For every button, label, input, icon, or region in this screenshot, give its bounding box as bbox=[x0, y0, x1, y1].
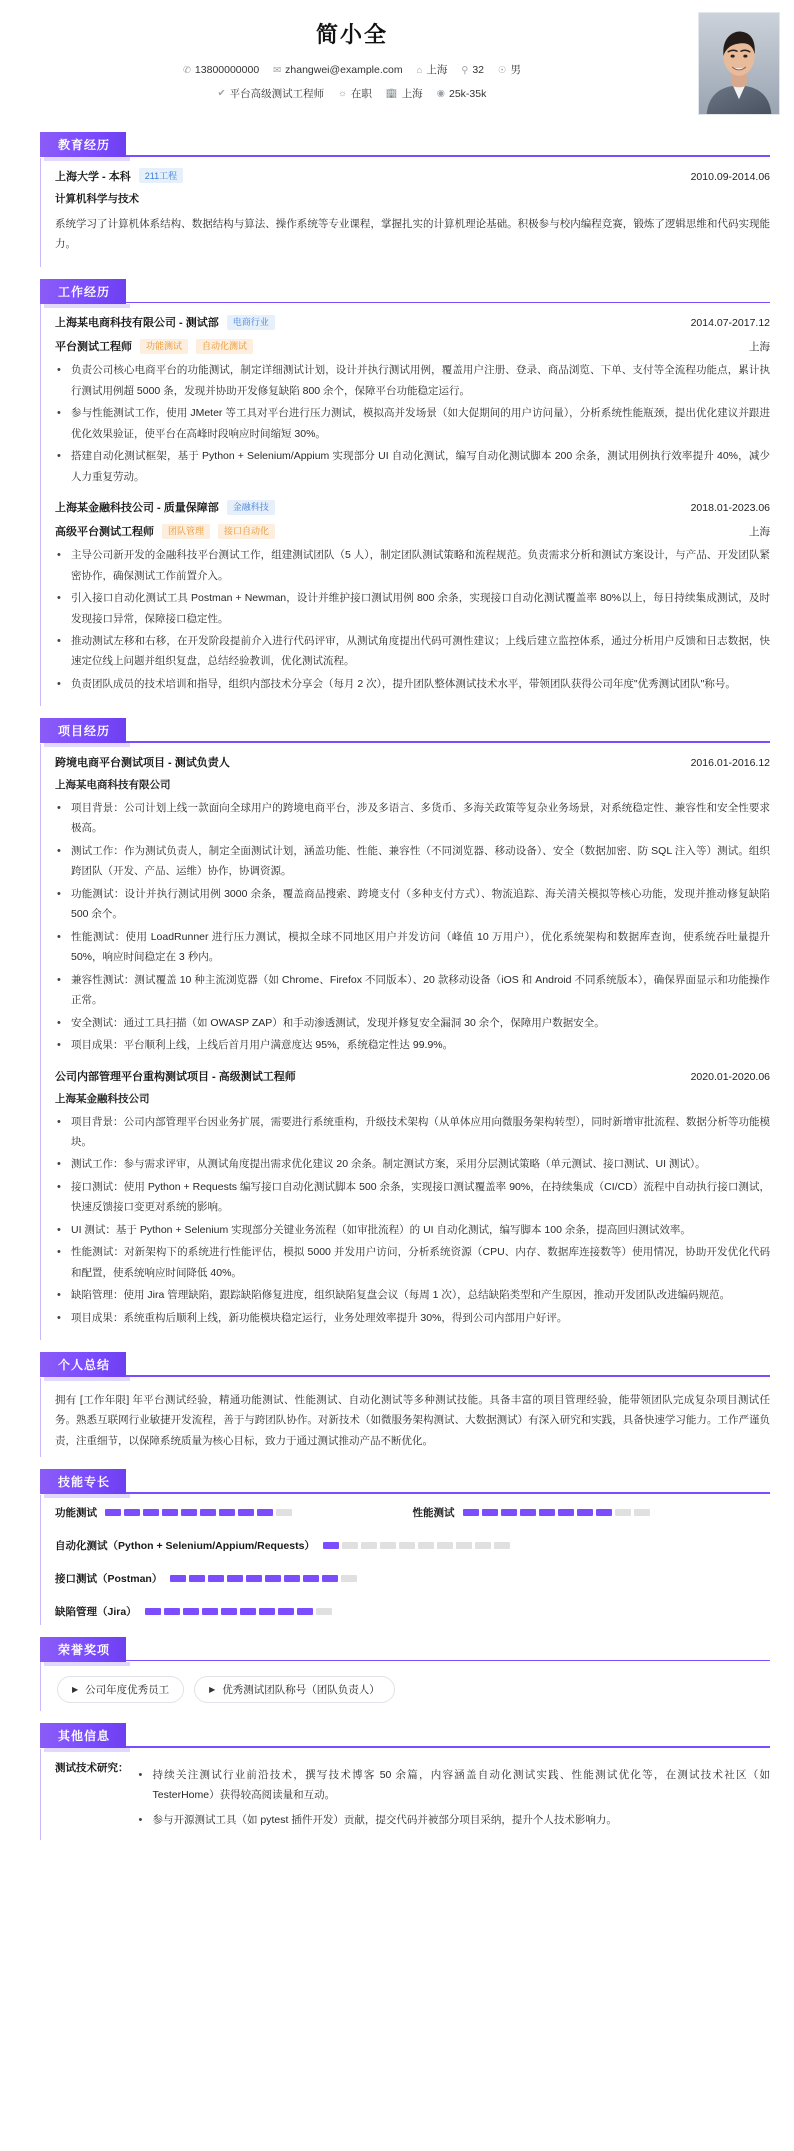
contact-email-value: zhangwei@example.com bbox=[285, 64, 403, 76]
award-label: 公司年度优秀员工 bbox=[85, 1684, 170, 1697]
project-bullet: • 性能测试：对新架构下的系统进行性能评估，模拟 5000 并发用户访问，分析系统资源（CPU、内存、数据库连接数等）使用情况，协助开发优化代码和配置，使系统响应时间降低 40%。 bbox=[55, 1242, 770, 1283]
skill-segment bbox=[221, 1608, 237, 1615]
project-bullet: • UI 测试：基于 Python + Selenium 实现部分关键业务流程（如审批流程）的 UI 自动化测试，编写脚本 100 余条，提高回归测试效率。 bbox=[55, 1220, 770, 1240]
work-role-line bbox=[55, 523, 275, 539]
project-bullet: • 项目成果：平台顺利上线，上线后首月用户满意度达 95%，系统稳定性达 99.9%。 bbox=[55, 1035, 770, 1055]
skill-segment bbox=[143, 1509, 159, 1516]
skill-item bbox=[55, 1571, 357, 1586]
work-entry bbox=[55, 314, 770, 487]
work-entry bbox=[55, 499, 770, 694]
skill-segment bbox=[202, 1608, 218, 1615]
avatar bbox=[698, 12, 780, 115]
contact-status bbox=[338, 87, 372, 102]
work-location: 上海 bbox=[749, 341, 770, 354]
skill-level-bar bbox=[323, 1542, 510, 1549]
skill-segment bbox=[170, 1575, 186, 1582]
skill-segment bbox=[124, 1509, 140, 1516]
other-group-label: 测试技术研究： bbox=[55, 1761, 129, 1774]
salary-icon: ◉ bbox=[436, 88, 445, 100]
section-awards bbox=[0, 1637, 794, 1712]
work-company-line bbox=[55, 499, 275, 515]
skill-segment bbox=[208, 1575, 224, 1582]
project-bullet: • 项目背景：公司内部管理平台因业务扩展，需要进行系统重构，升级技术架构（从单体应用向微服务架构转型），同时新增审批流程、数据分析等功能模块。 bbox=[55, 1112, 770, 1153]
contact-position-value: 平台高级测试工程师 bbox=[229, 87, 325, 100]
project-bullet: • 兼容性测试：测试覆盖 10 种主流浏览器（如 Chrome、Firefox 不同版本）、20 款移动设备（iOS 和 Android 不同系统版本），确保界面显示和功能操作正常。 bbox=[55, 970, 770, 1011]
work-skill-tag: 团队管理 bbox=[162, 524, 210, 539]
contact-salary bbox=[437, 87, 487, 102]
skill-segment bbox=[322, 1575, 338, 1582]
portrait-photo-icon bbox=[699, 13, 779, 114]
work-skill-tag: 自动化测试 bbox=[196, 339, 253, 354]
skill-item bbox=[413, 1505, 771, 1520]
section-title-awards: 荣誉奖项 bbox=[40, 1637, 126, 1662]
contact-age-value: 32 bbox=[472, 64, 485, 76]
section-rule-education bbox=[40, 155, 770, 157]
skill-segment bbox=[520, 1509, 536, 1516]
project-bullet: • 测试工作：参与需求评审，从测试角度提出需求优化建议 20 余条。制定测试方案，采用分层测试策略（单元测试、接口测试、UI 测试）。 bbox=[55, 1154, 770, 1174]
project-bullet: • 项目背景：公司计划上线一款面向全球用户的跨境电商平台，涉及多语言、多货币、多海关政策等复杂业务场景，对系统稳定性、兼容性和安全性要求极高。 bbox=[55, 798, 770, 839]
skill-segment bbox=[539, 1509, 555, 1516]
skill-label: 功能测试 bbox=[55, 1506, 97, 1519]
other-bullet: • 持续关注测试行业前沿技术，撰写技术博客 50 余篇，内容涵盖自动化测试实践、性能测试优化等，在测试技术社区（如 TesterHome）获得较高阅读量和互动。 bbox=[137, 1765, 771, 1806]
project-bullet: • 接口测试：使用 Python + Requests 编写接口自动化测试脚本 500 余条，实现接口测试覆盖率 90%，在持续集成（CI/CD）流程中自动执行接口测试，快速反馈接口变更对系统的影响。 bbox=[55, 1177, 770, 1218]
work-bullet: • 负责团队成员的技术培训和指导，组织内部技术分享会（每月 2 次），提升团队整体测试技术水平，带领团队获得公司年度"优秀测试团队"称号。 bbox=[55, 674, 770, 694]
skill-segment bbox=[456, 1542, 472, 1549]
education-school: 上海大学 - 本科 bbox=[55, 170, 131, 183]
section-other bbox=[0, 1723, 794, 1840]
gender-icon: ☉ bbox=[498, 64, 507, 76]
skill-segment bbox=[558, 1509, 574, 1516]
project-title: 跨境电商平台测试项目 - 测试负责人 bbox=[55, 756, 230, 769]
work-company: 上海某电商科技有限公司 - 测试部 bbox=[55, 317, 219, 330]
skill-segment bbox=[259, 1608, 275, 1615]
contact-phone bbox=[183, 63, 259, 78]
project-bullet: • 性能测试：使用 LoadRunner 进行压力测试，模拟全球不同地区用户并发访问（峰值 10 万用户），优化系统架构和数据库查询，使系统吞吐量提升 50%，响应时间稳定在 3 秒内。 bbox=[55, 927, 770, 968]
skill-segment bbox=[219, 1509, 235, 1516]
work-location: 上海 bbox=[749, 526, 770, 539]
skill-item bbox=[55, 1538, 510, 1553]
section-body-other bbox=[40, 1749, 770, 1840]
section-summary bbox=[0, 1352, 794, 1457]
skill-segment bbox=[246, 1575, 262, 1582]
section-title-projects: 项目经历 bbox=[40, 718, 126, 743]
work-role: 高级平台测试工程师 bbox=[55, 526, 154, 539]
skill-segment bbox=[615, 1509, 631, 1516]
briefcase-icon: ✔ bbox=[217, 88, 226, 100]
skill-segment bbox=[200, 1509, 216, 1516]
contact-position bbox=[218, 87, 324, 102]
work-date: 2018.01-2023.06 bbox=[690, 502, 770, 515]
other-bullet-list bbox=[137, 1765, 771, 1830]
education-school-line bbox=[55, 168, 183, 184]
project-bullet: • 缺陷管理：使用 Jira 管理缺陷，跟踪缺陷修复进度，组织缺陷复盘会议（每周 1 次），总结缺陷类型和产生原因，推动开发团队改进编码规范。 bbox=[55, 1285, 770, 1305]
section-rule-skills bbox=[40, 1492, 770, 1494]
project-entry-header bbox=[55, 1068, 770, 1084]
triangle-right-icon: ▶ bbox=[72, 1684, 79, 1694]
work-company: 上海某金融科技公司 - 质量保障部 bbox=[55, 502, 219, 515]
section-rule-projects bbox=[40, 741, 770, 743]
work-skill-tag: 接口自动化 bbox=[218, 524, 275, 539]
education-description: 系统学习了计算机体系结构、数据结构与算法、操作系统等专业课程，掌握扎实的计算机理论基础。积极参与校内编程竞赛，锻炼了逻辑思维和代码实现能力。 bbox=[55, 217, 770, 251]
section-title-summary: 个人总结 bbox=[40, 1352, 126, 1377]
skill-segment bbox=[463, 1509, 479, 1516]
section-body-work bbox=[40, 304, 770, 706]
contact-row-primary bbox=[40, 63, 664, 78]
city-icon: 🏢 bbox=[385, 88, 398, 100]
section-title-education: 教育经历 bbox=[40, 132, 126, 157]
project-entry bbox=[55, 754, 770, 1056]
section-title-other: 其他信息 bbox=[40, 1723, 126, 1748]
skill-segment bbox=[399, 1542, 415, 1549]
project-bullet-list bbox=[55, 798, 770, 1056]
work-bullet: • 引入接口自动化测试工具 Postman + Newman，设计并维护接口测试用例 800 余条，实现接口自动化测试覆盖率 80%以上，每日持续集成测试，及时发现接口异常，保障接口稳定性。 bbox=[55, 588, 770, 629]
skill-segment bbox=[238, 1509, 254, 1516]
skill-segment bbox=[342, 1542, 358, 1549]
page-title: 简小全 bbox=[315, 22, 388, 47]
project-company: 上海某电商科技有限公司 bbox=[55, 778, 171, 791]
skill-label: 性能测试 bbox=[412, 1506, 455, 1519]
contact-row-secondary bbox=[40, 87, 664, 102]
skill-segment bbox=[164, 1608, 180, 1615]
section-body-summary bbox=[40, 1378, 770, 1457]
work-skill-tag: 功能测试 bbox=[140, 339, 188, 354]
skill-segment bbox=[634, 1509, 650, 1516]
project-bullet: • 测试工作：作为测试负责人，制定全面测试计划，涵盖功能、性能、兼容性（不同浏览器、移动设备）、安全（数据加密、防 SQL 注入等）测试。组织跨团队（开发、产品、运维）协作，协调资源。 bbox=[55, 841, 770, 882]
contact-city-value: 上海 bbox=[426, 64, 448, 76]
project-title: 公司内部管理平台重构测试项目 - 高级测试工程师 bbox=[55, 1070, 296, 1083]
skill-segment bbox=[577, 1509, 593, 1516]
skill-level-bar bbox=[463, 1509, 650, 1516]
section-work bbox=[0, 279, 794, 707]
skill-segment bbox=[278, 1608, 294, 1615]
skill-level-bar bbox=[170, 1575, 357, 1582]
skill-label: 接口测试（Postman） bbox=[55, 1572, 163, 1585]
section-body-projects bbox=[40, 744, 770, 1340]
education-date: 2010.09-2014.06 bbox=[690, 170, 770, 183]
skill-segment bbox=[437, 1542, 453, 1549]
project-date: 2020.01-2020.06 bbox=[690, 1070, 770, 1083]
award-chip[interactable] bbox=[57, 1676, 184, 1703]
skill-label: 自动化测试（Python + Selenium/Appium/Requests） bbox=[55, 1539, 315, 1552]
phone-icon: ✆ bbox=[182, 64, 191, 76]
work-role-row bbox=[55, 338, 770, 354]
section-body-skills bbox=[40, 1495, 770, 1625]
education-entry-header bbox=[55, 168, 770, 184]
section-rule-other bbox=[40, 1746, 770, 1748]
skill-level-bar bbox=[105, 1509, 292, 1516]
award-chip[interactable] bbox=[194, 1676, 395, 1703]
summary-text: 拥有 [工作年限] 年平台测试经验，精通功能测试、性能测试、自动化测试等多种测试技能。具备丰富的项目管理经验，能带领团队完成复杂项目测试任务。熟悉互联网行业敏捷开发流程，善于与跨团队协作。对新技术（如微服务架构测试、大数据测试）有深入研究和实践，具备快速学习能力。工作严谨负责，注重细节，以保障系统质量为核心目标，致力于通过测试推动产品不断优化。 bbox=[55, 1393, 770, 1447]
skill-segment bbox=[162, 1509, 178, 1516]
skill-segment bbox=[316, 1608, 332, 1615]
skill-item bbox=[55, 1505, 413, 1520]
work-bullet: • 搭建自动化测试框架，基于 Python + Selenium/Appium 实现部分 UI 自动化测试，编写自动化测试脚本 200 余条，测试用例执行效率提升 40%，减少人力重复劳动。 bbox=[55, 446, 770, 487]
work-bullet-list bbox=[55, 360, 770, 487]
project-entry bbox=[55, 1068, 770, 1329]
section-rule-work bbox=[40, 302, 770, 304]
skill-item bbox=[55, 1604, 770, 1619]
skill-segment bbox=[501, 1509, 517, 1516]
work-industry-tag: 金融科技 bbox=[227, 500, 275, 515]
work-role: 平台测试工程师 bbox=[55, 341, 132, 354]
project-date: 2016.01-2016.12 bbox=[690, 756, 770, 769]
skill-segment bbox=[276, 1509, 292, 1516]
triangle-right-icon: ▶ bbox=[209, 1684, 216, 1694]
work-industry-tag: 电商行业 bbox=[227, 315, 275, 330]
contact-phone-value: 13800000000 bbox=[194, 64, 260, 76]
work-company-line bbox=[55, 314, 275, 330]
work-role-row bbox=[55, 523, 770, 539]
email-icon: ✉ bbox=[273, 64, 282, 76]
skill-level-bar bbox=[145, 1608, 332, 1615]
work-bullet: • 参与性能测试工作，使用 JMeter 等工具对平台进行压力测试，模拟高并发场景（如大促期间的用户访问量），分析系统性能瓶颈，提出优化建议并跟进优化效果验证，使平台在高峰时段响应时间缩短 30%。 bbox=[55, 403, 770, 444]
project-company: 上海某金融科技公司 bbox=[55, 1092, 150, 1105]
home-icon: ⌂ bbox=[416, 64, 423, 76]
skill-segment bbox=[257, 1509, 273, 1516]
section-body-education bbox=[40, 158, 770, 267]
awards-list bbox=[55, 1672, 770, 1705]
skill-segment bbox=[596, 1509, 612, 1516]
contact-gender bbox=[498, 63, 521, 78]
education-major: 计算机科学与技术 bbox=[55, 192, 139, 205]
section-rule-summary bbox=[40, 1375, 770, 1377]
skill-segment bbox=[341, 1575, 357, 1582]
education-entry bbox=[55, 168, 770, 255]
skill-segment bbox=[494, 1542, 510, 1549]
skill-segment bbox=[303, 1575, 319, 1582]
project-entry-header bbox=[55, 754, 770, 770]
section-title-skills: 技能专长 bbox=[40, 1469, 126, 1494]
education-tag: 211工程 bbox=[139, 168, 183, 183]
project-bullet: • 安全测试：通过工具扫描（如 OWASP ZAP）和手动渗透测试，发现并修复安全漏洞 30 余个，保障用户数据安全。 bbox=[55, 1013, 770, 1033]
skill-segment bbox=[181, 1509, 197, 1516]
contact-city bbox=[417, 63, 448, 78]
skills-grid bbox=[55, 1505, 770, 1619]
work-entry-header bbox=[55, 499, 770, 515]
skill-segment bbox=[284, 1575, 300, 1582]
skill-segment bbox=[323, 1542, 339, 1549]
skill-segment bbox=[145, 1608, 161, 1615]
project-bullet-list bbox=[55, 1112, 770, 1329]
project-bullet: • 项目成果：系统重构后顺利上线，新功能模块稳定运行，业务处理效率提升 30%，得到公司内部用户好评。 bbox=[55, 1308, 770, 1328]
other-group-list bbox=[137, 1759, 771, 1834]
age-icon: ⚲ bbox=[461, 64, 469, 76]
skill-segment bbox=[240, 1608, 256, 1615]
skill-segment bbox=[265, 1575, 281, 1582]
work-bullet: • 负责公司核心电商平台的功能测试，制定详细测试计划，设计并执行测试用例，覆盖用户注册、登录、商品浏览、下单、支付等全流程功能点，累计执行测试用例超 5000 条，发现并协助开发修复缺陷 800 余个，保障平台功能稳定运行。 bbox=[55, 360, 770, 401]
skill-segment bbox=[475, 1542, 491, 1549]
skill-segment bbox=[105, 1509, 121, 1516]
section-projects bbox=[0, 718, 794, 1340]
section-rule-awards bbox=[40, 1660, 770, 1662]
award-label: 优秀测试团队称号（团队负责人） bbox=[222, 1684, 380, 1697]
work-date: 2014.07-2017.12 bbox=[690, 317, 770, 330]
skill-segment bbox=[361, 1542, 377, 1549]
skill-segment bbox=[297, 1608, 313, 1615]
work-entry-header bbox=[55, 314, 770, 330]
work-role-line bbox=[55, 338, 253, 354]
section-body-awards bbox=[40, 1662, 770, 1711]
other-bullet: • 参与开源测试工具（如 pytest 插件开发）贡献，提交代码并被部分项目采纳，提升个人技术影响力。 bbox=[137, 1810, 771, 1830]
section-education bbox=[0, 132, 794, 266]
contact-age bbox=[461, 63, 484, 78]
project-bullet: • 功能测试：设计并执行测试用例 3000 余条，覆盖商品搜索、跨境支付（多种支付方式）、物流追踪、海关清关模拟等核心功能，发现并推动修复缺陷 500 余个。 bbox=[55, 884, 770, 925]
skill-segment bbox=[418, 1542, 434, 1549]
section-skills bbox=[0, 1469, 794, 1625]
contact-work-city bbox=[386, 87, 423, 102]
status-icon: ☼ bbox=[338, 88, 347, 100]
skill-segment bbox=[183, 1608, 199, 1615]
work-bullet: • 主导公司新开发的金融科技平台测试工作，组建测试团队（5 人），制定团队测试策略和流程规范。负责需求分析和测试方案设计，与产品、开发团队紧密协作，确保测试工作前置介入。 bbox=[55, 545, 770, 586]
skill-segment bbox=[189, 1575, 205, 1582]
contact-work-city-value: 上海 bbox=[401, 87, 423, 100]
contact-gender-value: 男 bbox=[510, 64, 522, 76]
other-group bbox=[55, 1759, 770, 1834]
contact-email bbox=[273, 63, 402, 78]
skill-label: 缺陷管理（Jira） bbox=[55, 1605, 137, 1618]
skill-segment bbox=[227, 1575, 243, 1582]
skill-segment bbox=[482, 1509, 498, 1516]
skill-segment bbox=[380, 1542, 396, 1549]
work-bullet: • 推动测试左移和右移，在开发阶段提前介入进行代码评审，从测试角度提出代码可测性建议；上线后建立监控体系，通过分析用户反馈和日志数据，快速定位线上问题并组织复盘，总结经验教训，优化测试流程。 bbox=[55, 631, 770, 672]
work-bullet-list bbox=[55, 545, 770, 694]
resume-header bbox=[0, 0, 794, 120]
section-title-work: 工作经历 bbox=[40, 279, 126, 304]
contact-salary-value: 25k-35k bbox=[448, 87, 487, 100]
contact-status-value: 在职 bbox=[350, 87, 372, 100]
